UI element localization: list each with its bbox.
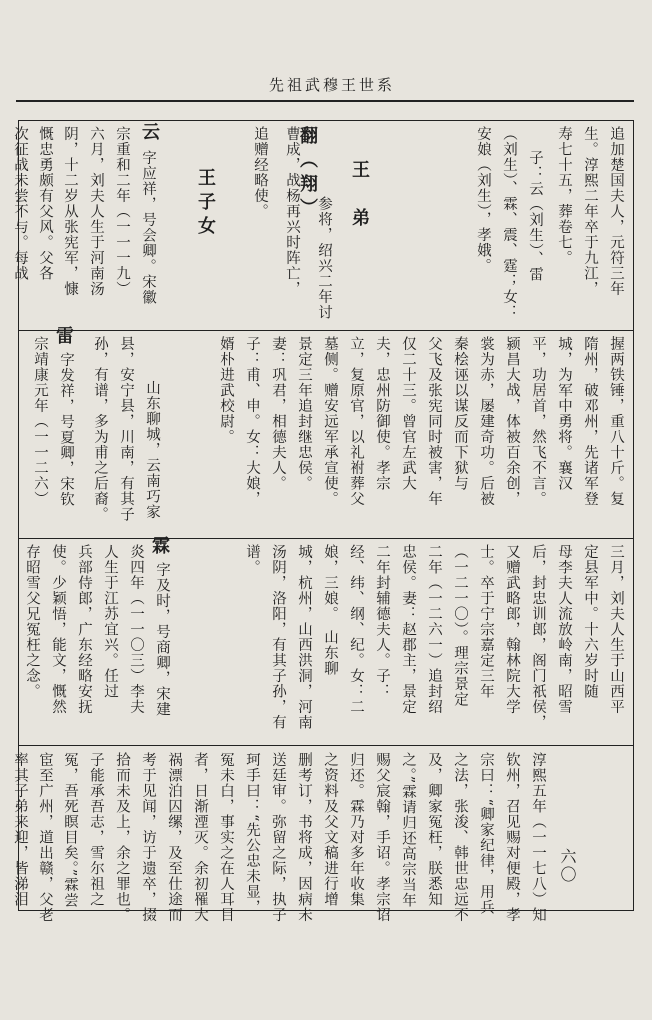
- frame-top-border: [18, 120, 634, 121]
- text-column: 裳为赤，屡建奇功。后被: [478, 336, 494, 507]
- text-column: 定县军中。十六岁时随: [582, 544, 598, 699]
- text-column: 冤未白，事实之在人耳目: [218, 752, 234, 923]
- text-column: 城，杭州，山西洪洞，河南: [296, 544, 312, 730]
- text-column: 婿朴进武校尉。: [218, 336, 234, 445]
- text-column: 人生于江苏宜兴。任过: [102, 544, 118, 699]
- text-column: 删考订，书将成，因病未: [296, 752, 312, 923]
- text-column: 兵部侍郎，广东经略安抚: [76, 544, 92, 715]
- text-column: （刘生）、霖、震、霆；女：: [501, 126, 517, 321]
- text-column: 子：云（刘生）、雷: [527, 150, 543, 283]
- text-column: 赐父宸翰，手诏。孝宗诏: [374, 752, 390, 923]
- heading-lei: 雷: [53, 326, 74, 350]
- text-column: 追加楚国夫人，元符三年: [608, 126, 624, 297]
- text-column: 拾而未及上，余之罪也。: [114, 752, 130, 923]
- heading-fan: 翻（翔）: [297, 126, 318, 222]
- text-column: 及，卿家冤枉，朕悉知: [426, 752, 442, 907]
- text-column: 父飞及张宪同时被害，年: [426, 336, 442, 507]
- text-column: 汤阴，洛阳，有其子孙，有: [270, 544, 286, 730]
- page-header-title: 先祖武穆王世系: [268, 76, 395, 94]
- frame-right-border: [633, 120, 634, 911]
- text-column: 字及时，号商卿，宋建: [154, 562, 170, 717]
- tier-divider-1: [18, 330, 634, 331]
- text-column: 后，封忠训郎，阁门祇侯，: [530, 544, 546, 730]
- text-column: 妻：巩君，相德夫人。: [270, 336, 286, 491]
- heading-yun: 云: [139, 122, 160, 146]
- text-column: 立，复原官，以礼祔葬父: [348, 336, 364, 507]
- text-column: 士。卒于宁宗嘉定三年: [478, 544, 494, 699]
- text-column: 宗靖康元年（一一二六）: [32, 336, 48, 507]
- text-column: 淳熙五年（一一七八）知: [530, 752, 546, 923]
- text-column: 考于见闻，访于遗卒，掇: [140, 752, 156, 923]
- text-column: 者，日渐湮灭。余初罹大: [192, 752, 208, 923]
- tier-divider-3: [18, 745, 634, 746]
- text-column: 谱。: [244, 544, 260, 575]
- text-column: 夫，忠州防御使。孝宗: [374, 336, 390, 491]
- text-column: 子：甫、申。女：大娘，: [244, 336, 260, 507]
- text-column: 县，安宁县，川南，有其子: [118, 336, 134, 522]
- heading-lin: 霖: [149, 536, 170, 560]
- text-column: 娘，三娘。 山东聊: [322, 544, 338, 677]
- text-column: 山东聊城，云南巧家: [144, 380, 160, 520]
- text-column: 炎四年（一一〇三）李夫: [128, 544, 144, 715]
- text-column: 城，为军中勇将。襄汉: [556, 336, 572, 491]
- text-column: 慨忠勇颇有父风。父各: [37, 126, 53, 281]
- text-column: 孙，有谱，多为甫之后裔。: [92, 336, 108, 522]
- text-column: 字发祥，号夏卿，宋钦: [58, 352, 74, 507]
- text-column: 仅二十三。曾官左武大: [400, 336, 416, 491]
- text-column: 忠侯。妻：赵郡主，景定: [400, 544, 416, 715]
- text-column: 平，功居首，然飞不言。: [530, 336, 546, 507]
- text-column: 率其子弟来迎，皆涕泪: [12, 752, 28, 907]
- text-column: 存昭雪父兄冤枉之念。: [24, 544, 40, 699]
- text-column: 归还。霖乃对多年收集: [348, 752, 364, 907]
- text-column: 景定三年追封继忠侯。: [296, 336, 312, 491]
- text-column: 六月，刘夫人生于河南汤: [88, 126, 104, 297]
- text-column: 钦州，召见赐对便殿，孝: [504, 752, 520, 923]
- text-column: 子能承吾志，雪尔祖之: [88, 752, 104, 907]
- text-column: 寿七十五，葬卷七。: [556, 126, 572, 266]
- text-column: 使。少颖悟，能文，慨然: [50, 544, 66, 715]
- text-column: 之。”霖请归还高宗当年: [400, 752, 416, 909]
- text-column: 安娘（刘生），孝娥。: [475, 126, 491, 274]
- heading-wang-di: 王 弟: [349, 160, 370, 232]
- page-number: 六〇: [558, 848, 577, 884]
- text-column: 字应祥，号会卿。宋徽: [140, 150, 156, 305]
- text-column: 送廷审。弥留之际，执子: [270, 752, 286, 923]
- text-column: （一二一〇）。理宗景定: [452, 544, 468, 708]
- text-column: 墓侧。赠安远军承宣使。: [322, 336, 338, 507]
- text-column: 母李夫人流放岭南，昭雪: [556, 544, 572, 715]
- text-column: 二年（一二六一）追封绍: [426, 544, 442, 715]
- text-column: 之法，张浚、韩世忠远不: [452, 752, 468, 923]
- text-column: 握两铁锤，重八十斤。复: [608, 336, 624, 507]
- text-column: 宗曰：“卿家纪律，用兵: [478, 752, 494, 916]
- text-column: 经、纬、纲、纪。女：二: [348, 544, 364, 715]
- text-column: 祸漂泊囚缧，及至仕途而: [166, 752, 182, 923]
- text-column: 二年封辅德夫人。子：: [374, 544, 390, 699]
- header-rule: [16, 100, 634, 102]
- text-column: 宗重和二年（一一一九）: [114, 126, 130, 297]
- text-column: 珂手曰：“先公忠未显，: [244, 752, 260, 916]
- text-column: 之资料及父文稿进行增: [322, 752, 338, 907]
- text-column: 次征战未尝不与。每战: [12, 126, 28, 281]
- text-column: 生。淳熙二年卒于九江，: [582, 126, 598, 297]
- text-column: 曹成，战杨再兴时阵亡，: [284, 126, 300, 297]
- text-column: 秦桧诬以谋反而下狱与: [452, 336, 468, 491]
- text-column: 颍昌大战，体被百余创，: [504, 336, 520, 507]
- text-column: 三月，刘夫人生于山西平: [608, 544, 624, 715]
- text-column: 宦至广州，道出赣，父老: [37, 752, 53, 923]
- heading-wang-zi-nu: 王子女: [195, 168, 216, 240]
- text-column: 隋州，破邓州，先诸军登: [582, 336, 598, 507]
- text-column: 又赠武略郎，翰林院大学: [504, 544, 520, 715]
- text-column: 追赠经略使。: [252, 126, 268, 219]
- text-column: 阴，十二岁从张宪军，慷: [62, 126, 78, 297]
- text-column: 参将，绍兴二年讨: [316, 196, 332, 320]
- tier-divider-2: [18, 538, 634, 539]
- text-column: 冤，吾死瞑目矣。”霖尝: [62, 752, 78, 909]
